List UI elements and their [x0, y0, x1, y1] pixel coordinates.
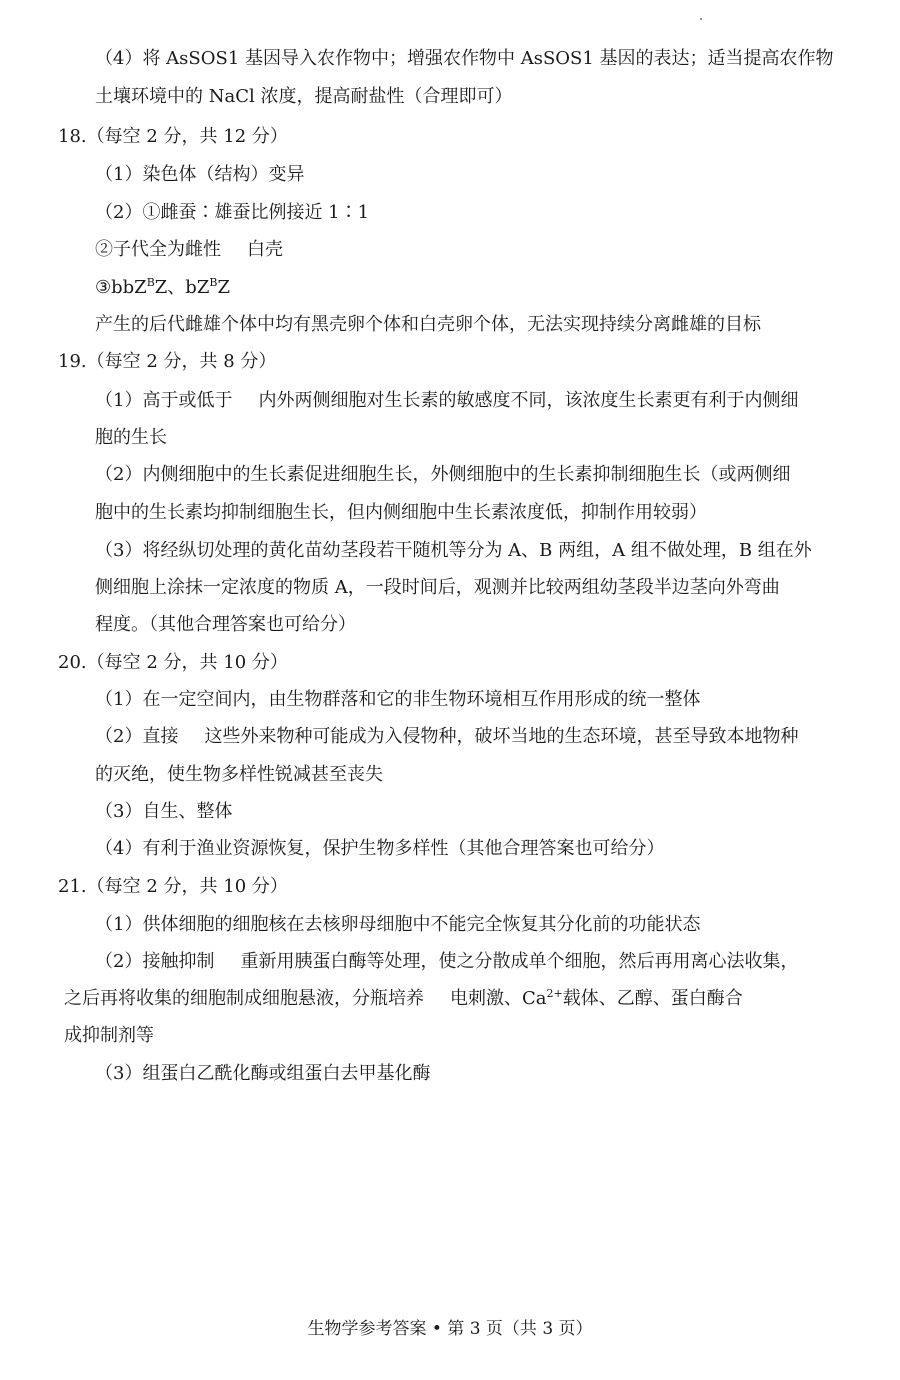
- q18-p1: （1）染色体（结构）变异: [95, 164, 305, 185]
- q21-header: 21.（每空 2 分，共 10 分）: [58, 876, 288, 897]
- q19-p1-b: 内外两侧细胞对生长素的敏感度不同，该浓度生长素更有利于内侧细: [258, 390, 799, 411]
- q18-p3-tail: Z: [217, 277, 230, 298]
- q21-p2-f: 成抑制剂等: [64, 1025, 154, 1046]
- q21-p2-d: 电刺激、Ca: [450, 988, 547, 1009]
- q21-p3: （3）组蛋白乙酰化酶或组蛋白去甲基化酶: [95, 1063, 431, 1084]
- q19-p1: [95, 382, 798, 420]
- q21-p2-a: （2）接触抑制: [95, 951, 215, 972]
- q19-header: 19.（每空 2 分，共 8 分）: [58, 351, 277, 372]
- q18-p3-sup2: B: [209, 276, 218, 289]
- q18-p3-lead: ③bbZ: [95, 277, 147, 298]
- q18-p2: （2）①雌蚕∶雄蚕比例接近 1∶1: [95, 202, 370, 223]
- q21-p2-b: 重新用胰蛋白酶等处理，使之分散成单个细胞，然后再用离心法收集，: [240, 951, 799, 972]
- q19-p3-b: 侧细胞上涂抹一定浓度的物质 A，一段时间后，观测并比较两组幼茎段半边茎向外弯曲: [95, 577, 780, 598]
- q20-p2-a: （2）直接: [95, 726, 179, 747]
- q19-p3-a: （3）将经纵切处理的黄化苗幼茎段若干随机等分为 A、B 两组，A 组不做处理，B 组在外: [95, 540, 812, 561]
- q20-p3: （3）自生、整体: [95, 801, 233, 822]
- q20-p2: [95, 718, 798, 756]
- page-footer: 生物学参考答案 • 第 3 页（共 3 页）: [307, 1319, 593, 1339]
- q18-p4: 产生的后代雌雄个体中均有黑壳卵个体和白壳卵个体，无法实现持续分离雌雄的目标: [95, 314, 761, 335]
- q18-p2b: [95, 231, 283, 269]
- q21-p2-e: 载体、乙醇、蛋白酶合: [562, 988, 743, 1009]
- q20-header: 20.（每空 2 分，共 10 分）: [58, 652, 288, 673]
- q19-p1-c: 胞的生长: [95, 427, 167, 448]
- q20-p1: （1）在一定空间内，由生物群落和它的非生物环境相互作用形成的统一整体: [95, 689, 701, 710]
- scan-speck: [700, 18, 702, 20]
- q19-p1-a: （1）高于或低于: [95, 390, 233, 411]
- q21-p2-c: 之后再将收集的细胞制成细胞悬液，分瓶培养: [64, 988, 424, 1009]
- q18-p2b-b: 白壳: [247, 239, 283, 260]
- q19-p2-b: 胞中的生长素均抑制细胞生长，但内侧细胞中生长素浓度低，抑制作用较弱）: [95, 502, 707, 523]
- q19-p3-c: 程度。（其他合理答案也可给分）: [95, 614, 356, 635]
- q18-p3: [95, 269, 230, 307]
- q21-p1: （1）供体细胞的细胞核在去核卵母细胞中不能完全恢复其分化前的功能状态: [95, 914, 701, 935]
- q18-p2b-a: ②子代全为雌性: [95, 239, 221, 260]
- q18-header: 18.（每空 2 分，共 12 分）: [58, 126, 288, 147]
- q19-p2-a: （2）内侧细胞中的生长素促进细胞生长，外侧细胞中的生长素抑制细胞生长（或两侧细: [95, 464, 791, 485]
- q18-p3-sup1: B: [146, 276, 155, 289]
- q18-p3-mid: Z、bZ: [154, 277, 210, 298]
- q17-4-line1: （4）将 AsSOS1 基因导入农作物中；增强农作物中 AsSOS1 基因的表达；适当提高农作物: [95, 48, 834, 69]
- q21-p2: [95, 943, 798, 981]
- q21-p2-d-sup: 2+: [546, 987, 563, 1000]
- q20-p4: （4）有利于渔业资源恢复，保护生物多样性（其他合理答案也可给分）: [95, 838, 665, 859]
- q21-p2-cont: [64, 980, 743, 1018]
- q20-p2-c: 的灭绝，使生物多样性锐减甚至丧失: [95, 764, 383, 785]
- q17-4-line2: 土壤环境中的 NaCl 浓度，提高耐盐性（合理即可）: [95, 86, 513, 107]
- q20-p2-b: 这些外来物种可能成为入侵物种，破坏当地的生态环境，甚至导致本地物种: [204, 726, 799, 747]
